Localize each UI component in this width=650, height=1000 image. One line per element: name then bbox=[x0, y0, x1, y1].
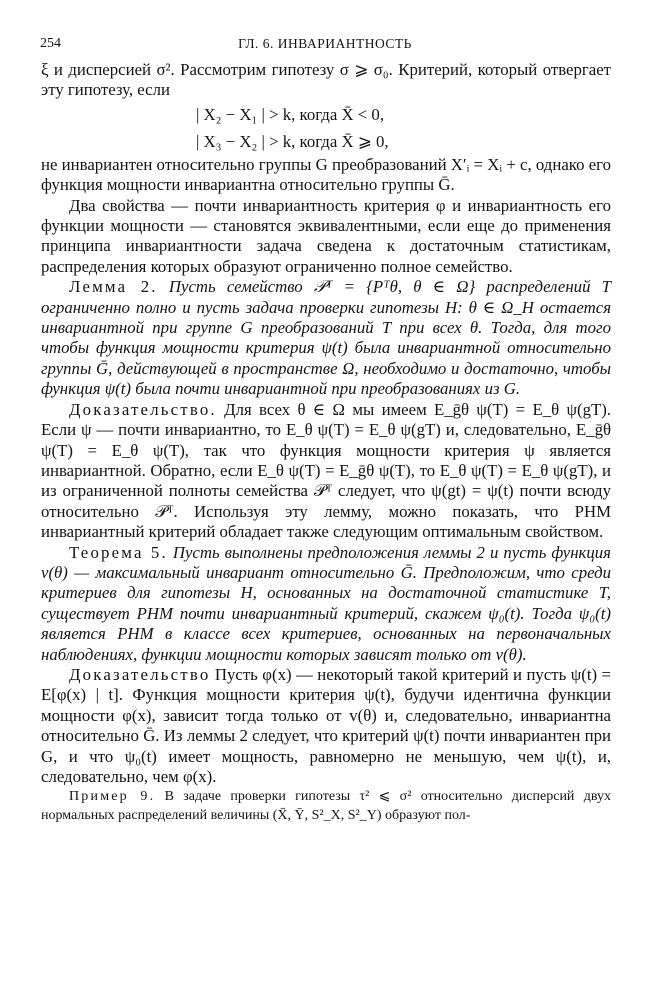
theorem-text: Пусть выполнены предположения леммы 2 и пусть функция v(θ) — максимальный инвариант относительно Ḡ. Предположим, что среди критериев для гипотезы H, основанных на достаточной статистике T, существует РНМ почти инвариантный критерий, скажем ψ₀(t). Тогда ψ₀(t) является РНМ в классе всех критериев, основанных на первоначальных наблюдениях, функции мощности которых зависят только от v(θ). bbox=[41, 542, 611, 664]
proof-1-label: Доказательство. bbox=[69, 399, 217, 419]
example-text: В задаче проверки гипотезы τ² ⩽ σ² относительно дисперсий двух нормальных распределений величины (X̄, Ȳ, S²_X, S²_Y) образуют пол- bbox=[41, 789, 611, 824]
lemma-2 bbox=[41, 277, 611, 399]
example-9 bbox=[41, 787, 611, 825]
proof-2 bbox=[41, 665, 611, 787]
formula-line-1: | X₂ − X₁ | > k, когда X̄ < 0, bbox=[196, 104, 385, 124]
page-number: 254 bbox=[40, 36, 61, 51]
formula-line-2: | X₃ − X₂ | > k, когда X̄ ⩾ 0, bbox=[196, 131, 389, 151]
proof-1 bbox=[41, 400, 611, 543]
lemma-label: Лемма 2. bbox=[69, 277, 158, 297]
proof-1-text: Для всех θ ∈ Ω мы имеем E_ḡθ ψ(T) = E_θ ψ(gT). Если ψ — почти инвариантно, то E_θ ψ(T) = E_θ ψ(gT) и, следовательно, E_ḡθ ψ(T) = E_θ ψ(T), так что функция мощности критерия ψ является инвариантной. Обратно, если E_θ ψ(T) = E_ḡθ ψ(T), то E_θ ψ(T) = E_θ ψ(gT), и из ограниченной полноты семейства 𝒫ᵀ следует, что ψ(gt) = ψ(t) почти всюду относительно 𝒫ᵀ. Используя эту лемму, можно показать, что РНМ инвариантный критерий обладает также следующим оптимальным свойством. bbox=[41, 399, 611, 542]
paragraph-not-invariant: не инвариантен относительно группы G преобразований X′ᵢ = Xᵢ + c, однако его функция мощности инвариантна относительно группы Ḡ. bbox=[41, 154, 611, 195]
paragraph-intro: ξ и дисперсией σ². Рассмотрим гипотезу σ ⩾ σ₀. Критерий, который отвергает эту гипотезу, если bbox=[41, 60, 611, 100]
page-body bbox=[41, 60, 611, 825]
running-title: ГЛ. 6. ИНВАРИАНТНОСТЬ bbox=[238, 36, 412, 51]
theorem-label: Теорема 5. bbox=[69, 542, 168, 562]
paragraph-two-properties: Два свойства — почти инвариантность критерия φ и инвариантность его функции мощности — становятся эквивалентными, если еще до применения принципа инвариантности задача сведена к достаточным статистикам, распределения которых образуют ограниченно полное семейство. bbox=[41, 195, 611, 276]
example-label: Пример 9. bbox=[69, 789, 156, 805]
proof-2-label: Доказательство bbox=[69, 664, 211, 684]
lemma-text: Пусть семейство 𝒫ᵀ = {Pᵀθ, θ ∈ Ω} распределений T ограниченно полно и пусть задача проверки гипотезы H: θ ∈ Ω_H остается инвариантной при группе G преобразований T при всех θ. Тогда, для того чтобы функция мощности критерия ψ(t) была инвариантной относительно группы Ḡ, действующей в пространстве Ω, необходимо и достаточно, чтобы функция ψ(t) была почти инвариантной при преобразованиях из G. bbox=[41, 277, 611, 399]
page-header bbox=[40, 36, 610, 58]
theorem-5 bbox=[41, 543, 611, 665]
proof-2-text: Пусть φ(x) — некоторый такой критерий и пусть ψ(t) = E[φ(x) | t]. Функция мощности критерия ψ(t), будучи идентична функции мощности φ(x), зависит тогда только от v(θ) и, следовательно, инвариантна относительно Ḡ. Из леммы 2 следует, что критерий ψ(t) почти инвариантен при G, и что ψ₀(t) имеет мощность, равномерно не меньшую, чем ψ(t), и, следовательно, чем φ(x). bbox=[41, 664, 611, 786]
